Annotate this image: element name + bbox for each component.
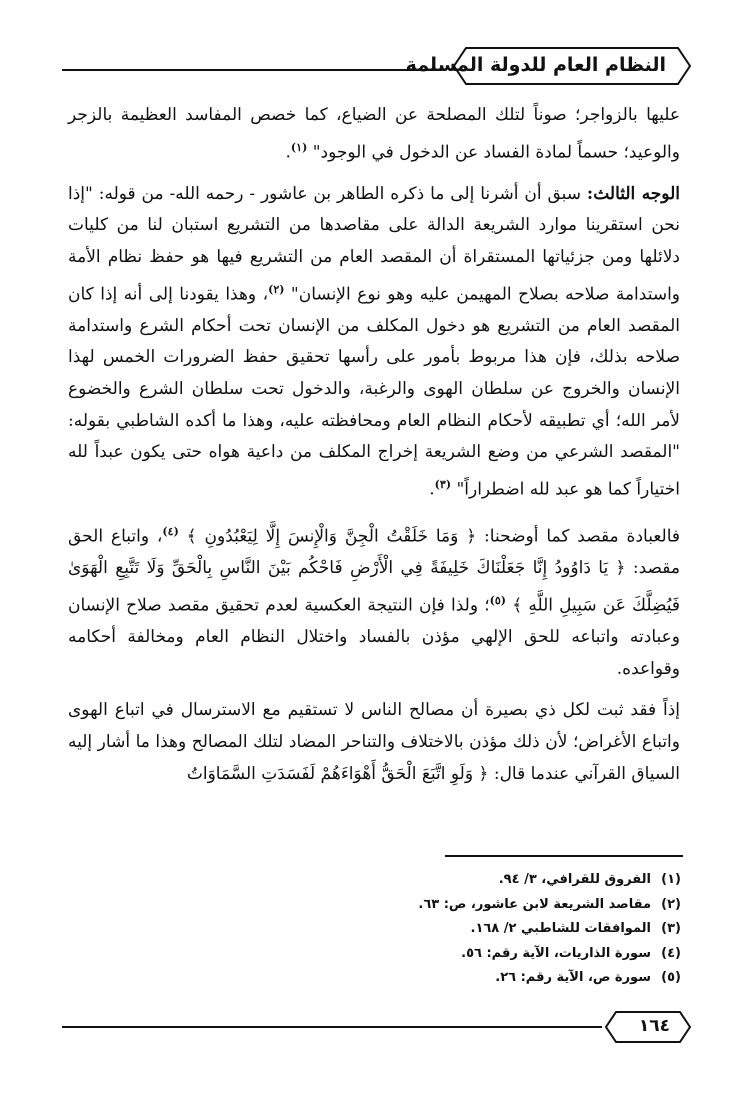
footnote-ref-4: (٤) [162, 525, 179, 539]
footnote-ref-5: (٥) [489, 593, 506, 607]
section-lead: الوجه الثالث: [586, 183, 680, 204]
paragraph-4: إذاً فقد ثبت لكل ذي بصيرة أن مصالح الناس لا تستقيم مع الاسترسال في اتباع الهوى واتباع الأغراض؛ لأن ذلك مؤذن بالاختلاف والتناحر المضاد لتلك المصالح وهذا ما أشار إليه السياق القرآني عندما قال: ﴿ وَلَوِ اتَّبَعَ الْحَقُّ أَهْوَاءَهُمْ لَفَسَدَتِ السَّمَاوَاتُ [68, 700, 680, 784]
footnotes [81, 868, 681, 991]
paragraph-1: عليها بالزواجر؛ صوناً لتلك المصلحة عن الضياع، كما خصص المفاسد العظيمة بالزجر والوعيد؛ حسماً لمادة الفساد عن الدخول في الوجود" $^{(١)}$. [68, 105, 680, 163]
page-number-frame [604, 1010, 692, 1044]
footnote-4: (٤)سورة الذاريات، الآية رقم: ٥٦. [461, 945, 681, 961]
header-rule [62, 69, 442, 71]
book-title: النظام العام للدولة المسلمة [405, 54, 666, 76]
page-number: ١٦٤ [638, 1016, 670, 1036]
footnote-5: (٥)سورة ص، الآية رقم: ٢٦. [495, 970, 681, 985]
main-text [68, 100, 680, 800]
footnote-1: (١)الفروق للقرافي، ٣/ ٩٤. [498, 872, 681, 887]
footnote-divider [445, 855, 683, 857]
running-header [62, 46, 692, 86]
header-title-frame [405, 46, 692, 86]
footnote-ref-1: (١) [290, 140, 308, 154]
footnote-ref-2: (٢) [268, 282, 285, 296]
page-footer [62, 1010, 692, 1046]
footnote-3: (٣)الموافقات للشاطبي ٢/ ١٦٨. [470, 921, 681, 936]
paragraph-3: فالعبادة مقصد كما أوضحنا: ﴿ وَمَا خَلَقْتُ الْجِنَّ وَالْإِنسَ إِلَّا لِيَعْبُدُونِ ﴾ $^{(٤)}$، واتباع الحق مقصد: ﴿ يَا دَاوُودُ إِنَّا جَعَلْنَاكَ خَلِيفَةً فِي الْأَرْضِ فَاحْكُم بَيْنَ النَّاسِ بِالْحَقِّ وَلَا تَتَّبِعِ الْهَوَىٰ فَيُضِلَّكَ عَن سَبِيلِ اللَّهِ ﴾ $^{(٥)}$؛ ولذا فإن النتيجة العكسية لعدم تحقيق مقصد صلاح الإنسان وعبادته واتباعه للحق الإلهي مؤذن بالفساد واختلال النظام العام ومخالفة أحكامه وقواعده. [68, 525, 681, 679]
footnote-ref-3: (٣) [434, 477, 452, 491]
footer-rule [62, 1026, 602, 1028]
footnote-2: (٢)مقاصد الشريعة لابن عاشور، ص: ٦٣. [418, 896, 681, 912]
paragraph-2: الوجه الثالث: سبق أن أشرنا إلى ما ذكره الطاهر بن عاشور - رحمه الله- من قوله: "إذا نحن استقرينا موارد الشريعة الدالة على مقاصدها من التشريع استبان لنا من كليات دلائلها ومن جزئياتها المستقراة أن المقصد العام من التشريع فيها هو حفظ نظام الأمة واستدامة صلاحه بصلاح المهيمن عليه وهو نوع الإنسان" $^{(٢)}$، وهذا يقودنا إلى أنه إذا كان المقصد العام من التشريع هو دخول المكلف من الإنسان تحت أحكام الشرع واستدامة صلاحه بذلك، فإن هذا مربوط بأمور على رأسها تحقيق حفظ الضرورات الخمس لهذا الإنسان والخروج عن سلطان الهوى والرغبة، والدخول تحت سلطان الشرع والخضوع لأمر الله؛ أي تطبيقه لأحكام النظام العام ومحافظته عليه، وهذا ما أكده الشاطبي بقوله: "المقصد الشرعي من وضع الشريعة إخراج المكلف من داعية هواه حتى يكون عبداً لله اختياراً كما هو عبد لله اضطراراً" $^{(٣)}$. [68, 183, 681, 500]
